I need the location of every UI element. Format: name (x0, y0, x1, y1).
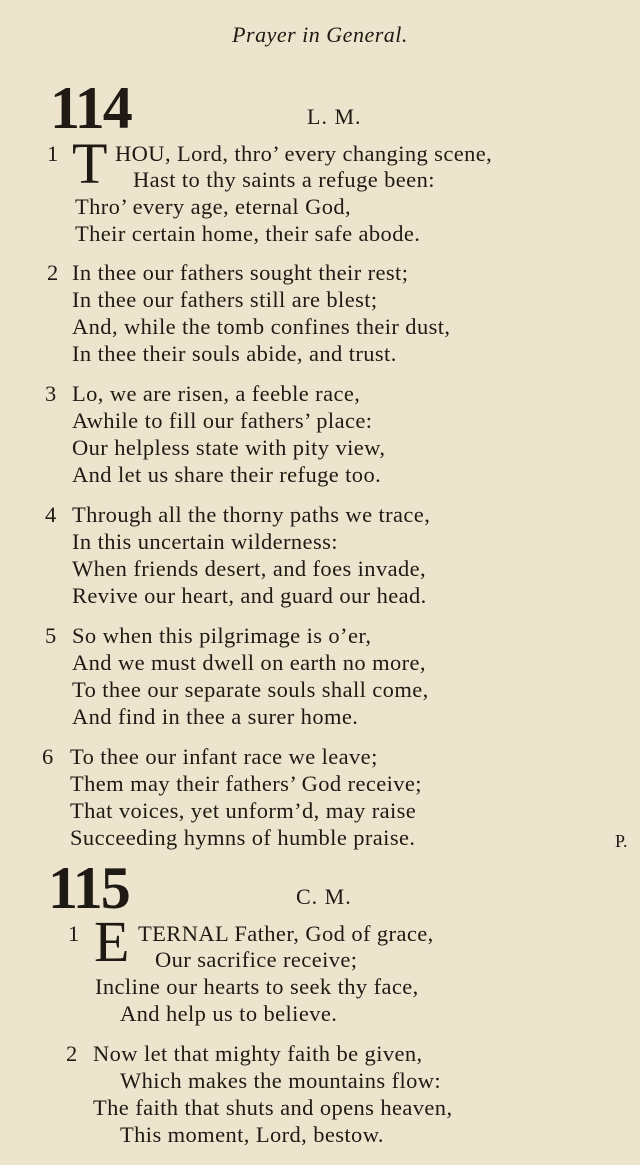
verse-line: So when this pilgrimage is o’er, (72, 623, 372, 648)
verse-line: That voices, yet unform’d, may raise (70, 798, 417, 823)
verse-line: TERNAL Father, God of grace, (138, 921, 434, 946)
verse-line: Their certain home, their safe abode. (75, 221, 421, 246)
verse-line: Our helpless state with pity view, (72, 435, 386, 460)
verse-line: To thee our infant race we leave; (70, 744, 378, 769)
verse-line: This moment, Lord, bestow. (120, 1122, 384, 1147)
verse-number: 6 (42, 744, 54, 769)
hymn-number: 115 (48, 855, 129, 921)
verse-line: HOU, Lord, thro’ every changing scene, (115, 141, 493, 166)
verse-number: 1 (47, 141, 59, 166)
hymn-meter: L. M. (307, 104, 362, 129)
verse-number: 1 (68, 921, 80, 946)
verse-line: The faith that shuts and opens heaven, (93, 1095, 453, 1120)
verse-line: And we must dwell on earth no more, (72, 650, 426, 675)
verse-line: And, while the tomb confines their dust, (72, 314, 451, 339)
verse-line: Lo, we are risen, a feeble race, (72, 381, 361, 406)
verse-line: In this uncertain wilderness: (72, 529, 338, 554)
hymn-meter: C. M. (296, 884, 352, 909)
verse-line: And find in thee a surer home. (72, 704, 359, 729)
verse-number: 4 (45, 502, 57, 527)
verse-line: Succeeding hymns of humble praise. (70, 825, 416, 850)
verse-line: And help us to believe. (120, 1001, 338, 1026)
verse-line: To thee our separate souls shall come, (72, 677, 429, 702)
verse-line: In thee their souls abide, and trust. (72, 341, 397, 366)
verse-line: Thro’ every age, eternal God, (75, 194, 352, 219)
page-header: Prayer in General. (232, 22, 408, 47)
verse-number: 3 (45, 381, 57, 406)
verse-line: Now let that mighty faith be given, (93, 1041, 423, 1066)
drop-cap: E (94, 909, 130, 974)
verse-line: Our sacrifice receive; (155, 947, 358, 972)
verse-line: Incline our hearts to seek thy face, (95, 974, 419, 999)
verse-line: Hast to thy saints a refuge been: (133, 167, 435, 192)
verse-line: Awhile to fill our fathers’ place: (72, 408, 373, 433)
verse-line: When friends desert, and foes invade, (72, 556, 427, 581)
verse-number: 2 (47, 260, 59, 285)
drop-cap: T (72, 131, 108, 196)
verse-line: And let us share their refuge too. (72, 462, 382, 487)
margin-note: P. (615, 831, 628, 851)
verse-number: 2 (66, 1041, 78, 1066)
verse-number: 5 (45, 623, 57, 648)
verse-line: In thee our fathers still are blest; (72, 287, 378, 312)
hymn-number: 114 (50, 75, 131, 141)
verse-line: Revive our heart, and guard our head. (72, 583, 427, 608)
verse-line: Which makes the mountains flow: (120, 1068, 442, 1093)
verse-line: In thee our fathers sought their rest; (72, 260, 409, 285)
verse-line: Them may their fathers’ God receive; (70, 771, 422, 796)
verse-line: Through all the thorny paths we trace, (72, 502, 431, 527)
